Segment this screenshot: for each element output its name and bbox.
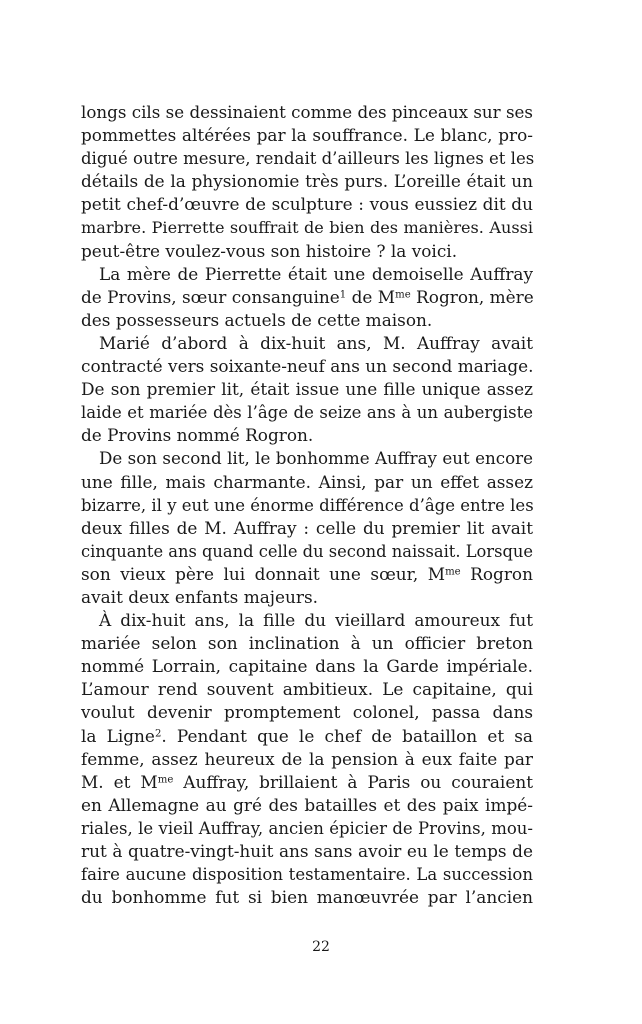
- text-line: [81, 193, 533, 216]
- text-line: [81, 240, 533, 263]
- text-segment: deux filles de M. Auffray : celle du premier lit avait: [81, 517, 533, 538]
- superscript: me: [157, 774, 174, 786]
- text-line: [81, 701, 533, 724]
- text-segment: À dix-huit ans, la fille du vieillard amoureux fut: [99, 610, 533, 631]
- text-line: [81, 748, 533, 771]
- text-segment: de Provins, sœur consanguine: [81, 286, 340, 307]
- body-text: [81, 101, 533, 909]
- text-line: [81, 517, 533, 540]
- text-line: [81, 101, 533, 124]
- text-line: [81, 817, 533, 840]
- text-line: [81, 725, 533, 748]
- text-segment: Auffray, brillaient à Paris ou couraient: [173, 771, 533, 792]
- text-segment: Rogron, mère: [410, 286, 534, 307]
- text-segment: rut à quatre-vingt-huit ans sans avoir eu le temps de: [81, 841, 533, 861]
- text-segment: la Ligne: [81, 725, 155, 746]
- text-line: [81, 471, 533, 494]
- text-segment: bizarre, il y eut une énorme différence d’âge entre les: [81, 495, 534, 515]
- text-line: [81, 771, 533, 794]
- page-number: 22: [312, 939, 330, 955]
- text-line: [81, 678, 533, 701]
- text-segment: des possesseurs actuels de cette maison.: [81, 309, 433, 330]
- text-segment: La mère de Pierrette était une demoiselle Auffray: [99, 263, 533, 284]
- text-segment: Rogron: [460, 563, 533, 584]
- text-line: [81, 794, 533, 817]
- text-segment: détails de la physionomie très purs. L’oreille était un: [81, 171, 533, 192]
- text-line: [81, 609, 533, 632]
- text-segment: son vieux père lui donnait une sœur, M: [81, 563, 446, 584]
- text-line: [81, 863, 533, 886]
- text-segment: digué outre mesure, rendait d’ailleurs les lignes et les: [81, 149, 535, 169]
- text-line: [81, 655, 533, 678]
- text-segment: riales, le vieil Auffray, ancien épicier de Provins, mou-: [81, 818, 533, 838]
- text-segment: laide et mariée dès l’âge de seize ans à un aubergiste: [81, 403, 533, 423]
- text-line: [81, 263, 533, 286]
- text-line: [81, 401, 533, 424]
- text-segment: M. et M: [81, 771, 158, 792]
- text-line: [81, 494, 533, 517]
- text-line: [81, 309, 533, 332]
- text-line: [81, 147, 533, 170]
- text-line: [81, 886, 533, 909]
- text-segment: pommettes altérées par la souffrance. Le blanc, pro-: [81, 125, 533, 146]
- text-line: [81, 332, 533, 355]
- text-segment: contracté vers soixante-neuf ans un second mariage.: [81, 356, 534, 377]
- text-line: [81, 424, 533, 447]
- text-line: [81, 124, 533, 147]
- text-line: [81, 586, 533, 609]
- superscript: 2: [154, 727, 162, 739]
- text-line: [81, 216, 533, 239]
- text-line: [81, 632, 533, 655]
- text-segment: marbre. Pierrette souffrait de bien des manières. Aussi: [81, 218, 533, 238]
- text-segment: voulut devenir promptement colonel, passa dans: [81, 702, 533, 723]
- text-line: [81, 447, 533, 470]
- text-line: [81, 378, 533, 401]
- text-line: [81, 286, 533, 309]
- text-segment: nommé Lorrain, capitaine dans la Garde impériale.: [81, 656, 533, 677]
- text-segment: longs cils se dessinaient comme des pinceaux sur ses: [81, 102, 533, 122]
- text-segment: en Allemagne au gré des batailles et des paix impé-: [81, 794, 533, 815]
- text-line: [81, 355, 533, 378]
- text-line: [81, 170, 533, 193]
- text-segment: L’amour rend souvent ambitieux. Le capitaine, qui: [81, 679, 533, 700]
- text-segment: faire aucune disposition testamentaire. La succession: [81, 865, 533, 885]
- text-segment: mariée selon son inclination à un officier breton: [81, 633, 533, 654]
- superscript: me: [445, 566, 461, 578]
- text-segment: De son second lit, le bonhomme Auffray eut encore: [99, 448, 533, 469]
- text-segment: peut-être voulez-vous son histoire ? la voici.: [81, 240, 458, 261]
- text-line: [81, 563, 533, 586]
- text-line: [81, 840, 533, 863]
- text-segment: de Provins nommé Rogron.: [81, 425, 314, 446]
- text-segment: De son premier lit, était issue une fille unique assez: [81, 379, 533, 400]
- text-segment: du bonhomme fut si bien manœuvrée par l’ancien: [81, 887, 533, 908]
- text-segment: petit chef-d’œuvre de sculpture : vous eussiez dit du: [81, 194, 533, 215]
- text-segment: . Pendant que le chef de bataillon et sa: [161, 725, 533, 746]
- text-segment: avait deux enfants majeurs.: [81, 586, 319, 607]
- text-segment: Marié d’abord à dix-huit ans, M. Auffray avait: [99, 332, 533, 353]
- text-segment: cinquante ans quand celle du second naissait. Lorsque: [81, 541, 533, 561]
- superscript: me: [395, 289, 411, 301]
- text-segment: femme, assez heureux de la pension à eux faite par: [81, 748, 533, 769]
- text-line: [81, 540, 533, 563]
- text-segment: de M: [346, 286, 396, 307]
- text-segment: une fille, mais charmante. Ainsi, par un effet assez: [81, 471, 533, 492]
- superscript: 1: [339, 289, 347, 301]
